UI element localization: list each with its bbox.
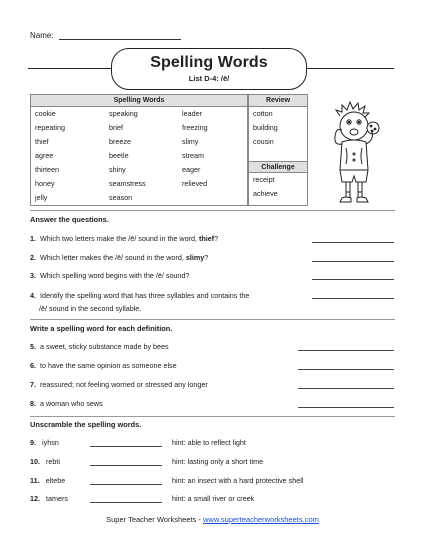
word-cell: jelly <box>35 193 48 202</box>
answer-line[interactable] <box>312 261 394 262</box>
word-cell: relieved <box>182 179 208 188</box>
name-label: Name: <box>30 31 54 40</box>
word-cell: beetle <box>109 151 129 160</box>
definition-8: 8. a woman who sews <box>30 399 103 408</box>
footer-link[interactable]: www.superteacherworksheets.com <box>202 515 319 524</box>
section-heading-unscramble: Unscramble the spelling words. <box>30 420 142 429</box>
word-cell: slimy <box>182 137 199 146</box>
word-cell <box>182 191 258 205</box>
spelling-words-grid <box>31 107 247 205</box>
word-cell: thirteen <box>35 165 59 174</box>
title-rule-left <box>28 68 112 69</box>
definition-6: 6. to have the same opinion as someone else <box>30 361 177 370</box>
word-cell: shiny <box>109 165 126 174</box>
word-cell: honey <box>35 179 55 188</box>
name-field[interactable] <box>59 32 181 40</box>
hint-10: hint: lasting only a short time <box>172 457 264 466</box>
word-cell: stream <box>182 151 204 160</box>
name-row <box>30 31 181 40</box>
question-3: 3. Which spelling word begins with the /ē/ sound? <box>30 271 190 280</box>
word-cell: breeze <box>109 137 131 146</box>
word-cell: season <box>109 193 133 202</box>
word-cell: cookie <box>35 109 56 118</box>
review-word: cousin <box>253 137 274 146</box>
unscramble-12: 12. tamers <box>30 494 68 503</box>
hint-9: hint: able to reflect light <box>172 438 246 447</box>
review-table <box>248 94 308 206</box>
question-1: 1. Which two letters make the /ē/ sound in the word, thief? <box>30 234 219 243</box>
unscramble-11: 11. eltebe <box>30 476 66 485</box>
answer-line[interactable] <box>90 465 162 466</box>
answer-line[interactable] <box>90 446 162 447</box>
answer-line[interactable] <box>298 407 394 408</box>
section-heading-answer: Answer the questions. <box>30 215 109 224</box>
word-cell: speaking <box>109 109 138 118</box>
review-word: cotton <box>253 109 273 118</box>
review-word: building <box>253 123 278 132</box>
footer <box>0 515 425 524</box>
page-subtitle: List D-4: /ē/ <box>188 74 230 83</box>
challenge-word: receipt <box>253 175 275 184</box>
hint-11: hint: an insect with a hard protective shell <box>172 476 304 485</box>
answer-line[interactable] <box>312 298 394 299</box>
word-cell: eager <box>182 165 201 174</box>
word-cell: thief <box>35 137 49 146</box>
challenge-header: Challenge <box>249 161 307 173</box>
challenge-word: achieve <box>253 189 278 198</box>
answer-line[interactable] <box>298 369 394 370</box>
word-cell: agree <box>35 151 54 160</box>
answer-line[interactable] <box>312 279 394 280</box>
answer-line[interactable] <box>312 242 394 243</box>
spelling-words-table <box>30 94 248 206</box>
word-cell: leader <box>182 109 202 118</box>
section-divider <box>30 416 395 417</box>
title-box <box>111 48 307 90</box>
unscramble-9: 9. iyhsn <box>30 438 59 447</box>
definition-5: 5. a sweet, sticky substance made by bees <box>30 342 169 351</box>
word-cell: seamstress <box>109 179 146 188</box>
definition-7: 7. reassured; not feeling worried or stressed any longer <box>30 380 208 389</box>
footer-text: Super Teacher Worksheets - <box>106 515 203 524</box>
answer-line[interactable] <box>298 388 394 389</box>
word-cell: brief <box>109 123 123 132</box>
answer-line[interactable] <box>298 350 394 351</box>
boy-eating-cookie-illustration <box>318 98 398 210</box>
answer-line[interactable] <box>90 502 162 503</box>
title-rule-right <box>306 68 394 69</box>
hint-12: hint: a small river or creek <box>172 494 255 503</box>
section-divider <box>30 210 395 211</box>
spelling-words-header: Spelling Words <box>31 95 247 107</box>
review-header: Review <box>249 95 307 107</box>
word-cell: repeating <box>35 123 65 132</box>
section-divider <box>30 319 395 320</box>
question-4-line2: /ē/ sound in the second syllable. <box>39 304 142 313</box>
page-title: Spelling Words <box>150 54 268 71</box>
unscramble-10: 10. rebti <box>30 457 60 466</box>
question-2: 2. Which letter makes the /ē/ sound in the word, slimy? <box>30 253 209 262</box>
word-cell: freezing <box>182 123 208 132</box>
section-heading-definition: Write a spelling word for each definition. <box>30 324 173 333</box>
question-4: 4. Identify the spelling word that has three syllables and contains the <box>30 291 250 300</box>
answer-line[interactable] <box>90 484 162 485</box>
